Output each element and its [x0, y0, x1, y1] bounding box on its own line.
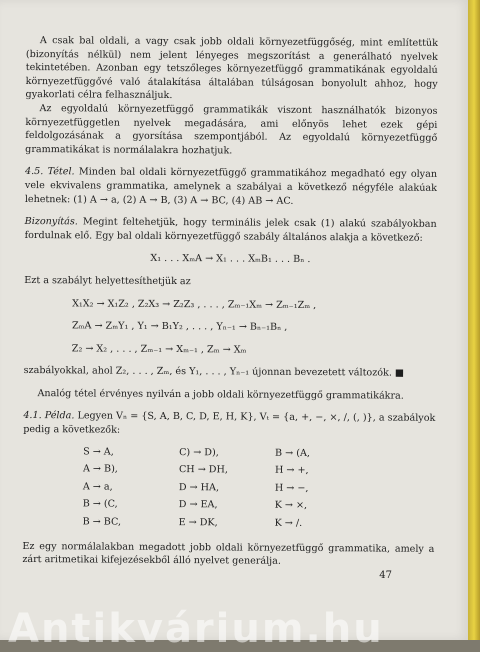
page-number: 47: [379, 570, 392, 581]
theorem-text: Minden bal oldali környezetfüggő grammatikához megadható egy olyan vele ekvivalens grammatika, amelynek a szabályai a következő négyféle alakúak lehetnek: (1) A → a, (2) A → B, (3) A → BC, (4) AB → AC.: [24, 166, 438, 207]
rule-cell: E → DK,: [178, 517, 218, 529]
rules-row: [83, 513, 371, 533]
rule-cell: H → −,: [274, 482, 309, 494]
paragraph: Az egyoldalú környezetfüggő grammatikák viszont használhatók bizonyos környezetfüggetlen nyelvek megadására, ami előnyös lehet ezek gépi feldolgozásának a gyorsítása szempontjából. Az egyoldalú környezetfüggő grammatikákat is normálalakra hozhatjuk.: [25, 103, 438, 157]
example-label: 4.1. Példa.: [23, 410, 75, 422]
rules-row: [83, 478, 371, 498]
rule-cell: A → a,: [82, 481, 113, 493]
rule-cell: A → B),: [82, 463, 118, 475]
watermark: Antikvárium.hu: [8, 606, 384, 652]
proof: [25, 215, 437, 245]
rule-cell: D → HA,: [178, 481, 220, 494]
rule-line: Z₂ → X₂ , . . . , Zₘ₋₁ → Xₘ₋₁ , Zₘ → Xₘ: [71, 343, 247, 356]
rule-cell: B → BC,: [82, 516, 122, 528]
paragraph: Analóg tétel érvényes nyilván a jobb oldali környezetfüggő grammatikákra.: [37, 387, 404, 402]
rule-cell: B → (C,: [82, 498, 118, 511]
paragraph: szabályokkal, ahol Z₂, . . . , Zₘ, és Y₁, . . . , Yₙ₋₁ újonnan bevezetett változók. ■: [23, 365, 405, 379]
rules-row: [83, 461, 371, 481]
theorem: [25, 165, 437, 209]
rules-table: [83, 443, 372, 533]
rule-cell: H → +,: [274, 464, 309, 477]
rule-line: ZₘA → ZₘY₁ , Y₁ → B₁Y₂ , . . . , Yₙ₋₁ → Bₙ₋₁Bₙ ,: [71, 320, 288, 333]
paragraph: Ezt a szabályt helyettesíthetjük az: [24, 274, 191, 288]
theorem-label: 4.5. Tétel.: [24, 166, 75, 178]
paragraph: A csak bal oldali, a vagy csak jobb oldali környezetfüggőség, mint említettük (bizonyítás nélkül) nem jelent lényeges megszorítást a generálható nyelvek tekintetében. Azonban egy tetszőleges környezetfüggő grammatikának egyoldalú környezetfüggővé való átalakítása általában túlságosan bonyolult ahhoz, hogy gyakorlati célra felhasználjuk.: [25, 35, 438, 102]
rule-cell: B → (A,: [275, 447, 311, 459]
rule-cell: D → EA,: [178, 499, 218, 511]
example: [23, 409, 435, 439]
rule-cell: CH → DH,: [178, 464, 228, 476]
formula: X₁ . . . XₘA → X₁ . . . XₘB₁ . . . Bₙ .: [150, 253, 311, 266]
rules-row: [83, 443, 371, 463]
book-spine: [468, 0, 480, 640]
rule-line: X₁X₂ → X₁Z₂ , Z₂X₃ → Z₂Z₃ , . . . , Zₘ₋₁Xₘ → Zₘ₋₁Zₘ ,: [72, 297, 317, 311]
rule-cell: K → ×,: [274, 500, 308, 512]
rule-cell: C) → D),: [179, 446, 219, 459]
proof-text: Megint feltehetjük, hogy terminális jelek csak (1) alakú szabályokban fordulnak elő. Egy bal oldali környezetfüggő szabály általános alakja a következő:: [24, 216, 437, 244]
rule-cell: K → /.: [274, 517, 303, 529]
proof-label: Bizonyítás.: [24, 216, 78, 228]
page-text: [22, 34, 438, 570]
example-text: Legyen Vₙ = {S, A, B, C, D, E, H, K}, Vₜ = {a, +, −, ×, /, (, )}, a szabályok pedig a következők:: [23, 410, 436, 436]
rule-cell: S → A,: [83, 446, 114, 458]
paragraph: Ez egy normálalakban megadott jobb oldali környezetfüggő grammatika, amely a zárt aritmetikai kifejezésekből álló nyelvet generálja.: [22, 540, 435, 568]
rules-row: [83, 496, 371, 516]
